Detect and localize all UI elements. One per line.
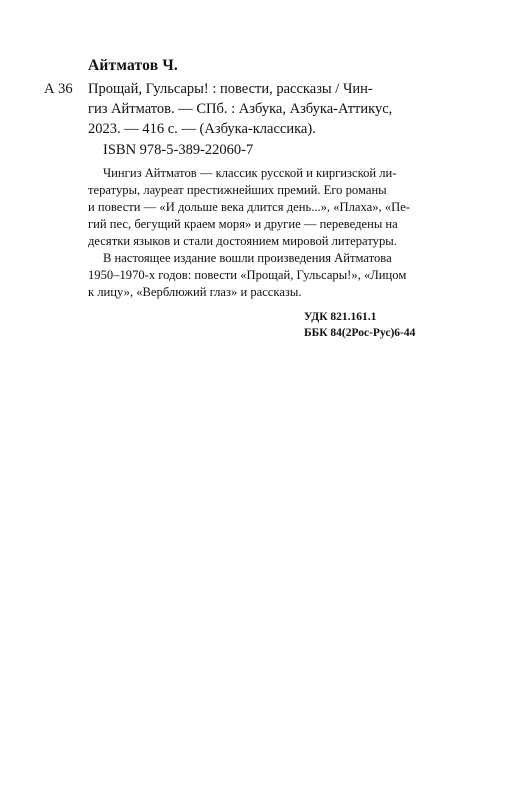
annotation-line: тературы, лауреат престижнейших премий. Его романы bbox=[88, 183, 387, 197]
author-heading: Айтматов Ч. bbox=[88, 57, 179, 74]
bib-line: 2023. — 416 с. — (Азбука-классика). bbox=[88, 121, 316, 137]
bib-line: гиз Айтматов. — СПб. : Азбука, Азбука-Аттикус, bbox=[88, 101, 393, 117]
udk-code: УДК 821.161.1 bbox=[304, 311, 377, 323]
annotation-line: В настоящее издание вошли произведения Айтматова bbox=[103, 251, 392, 265]
bbk-code: ББК 84(2Рос-Рус)6-44 bbox=[304, 327, 416, 339]
author-sign: А 36 bbox=[44, 81, 73, 97]
annotation-line: гий пес, бегущий краем моря» и другие — переведены на bbox=[88, 217, 398, 231]
bib-line: Прощай, Гульсары! : повести, рассказы / Чин- bbox=[88, 81, 373, 97]
annotation-line: и повести — «И дольше века длится день...», «Плаха», «Пе- bbox=[88, 200, 410, 214]
annotation-line: десятки языков и стали достоянием мировой литературы. bbox=[88, 234, 397, 248]
annotation-line: 1950–1970-х годов: повести «Прощай, Гульсары!», «Лицом bbox=[88, 268, 407, 282]
annotation-line: к лицу», «Верблюжий глаз» и рассказы. bbox=[88, 285, 302, 299]
annotation-line: Чингиз Айтматов — классик русской и киргизской ли- bbox=[103, 166, 397, 180]
isbn: ISBN 978-5-389-22060-7 bbox=[103, 142, 254, 158]
